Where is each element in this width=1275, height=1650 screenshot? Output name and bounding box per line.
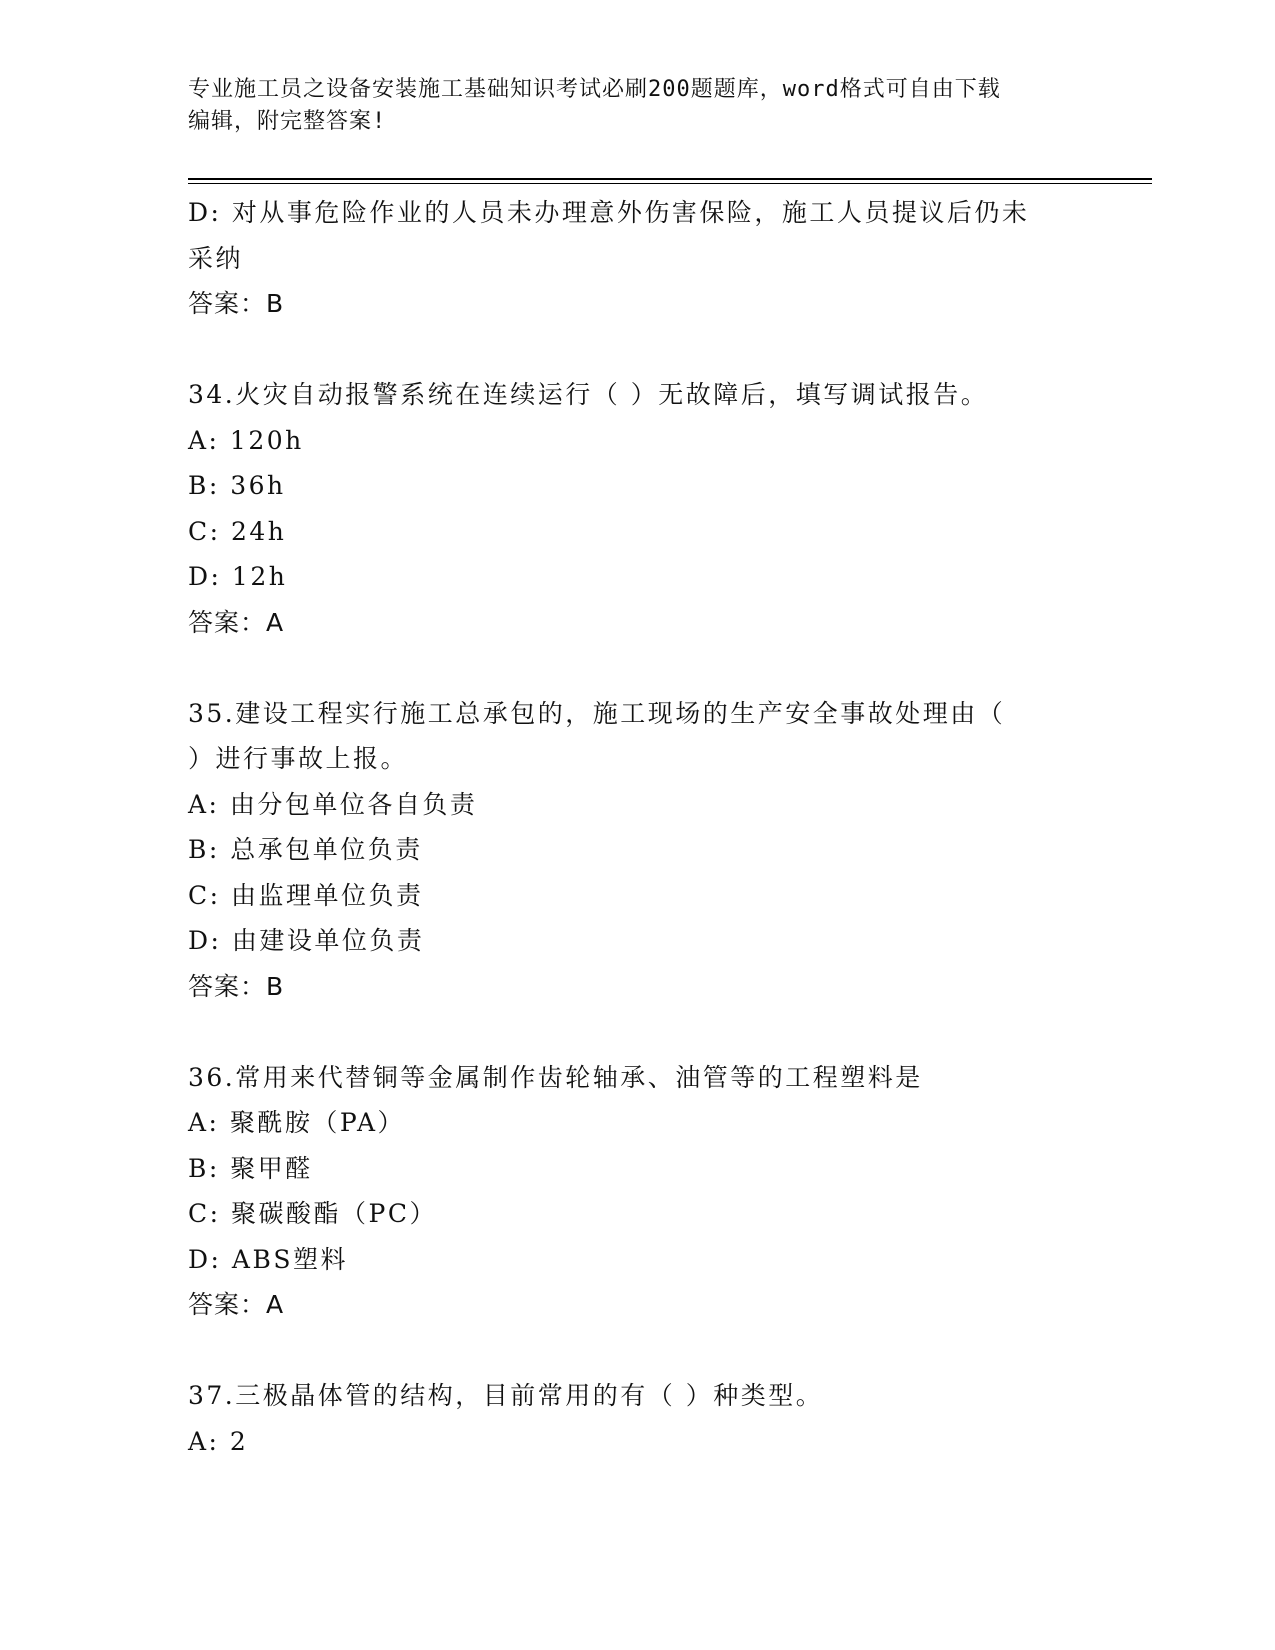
answer: 答案：A: [188, 607, 285, 637]
answer: 答案：A: [188, 1290, 285, 1319]
question-36: [188, 1055, 1088, 1328]
option-b: B: 总承包单位负责: [188, 835, 423, 864]
header-title-line-1: 专业施工员之设备安装施工基础知识考试必刷200题题库，word格式可自由下载: [188, 77, 1001, 102]
option-a: A: 2: [188, 1426, 249, 1456]
answer: 答案：B: [188, 289, 285, 318]
spacer: [188, 1328, 1088, 1374]
document-header: [188, 74, 1088, 138]
question-stem-continued: ）进行事故上报。: [188, 744, 409, 773]
option-b: B: 聚甲醛: [188, 1153, 313, 1183]
option-a: A: 聚酰胺（PA）: [188, 1108, 406, 1137]
question-35: [188, 691, 1088, 1010]
question-stem: 36.常用来代替铜等金属制作齿轮轴承、油管等的工程塑料是: [188, 1062, 923, 1092]
question-37: [188, 1373, 1088, 1464]
spacer: [188, 1009, 1088, 1055]
option-a: A: 120h: [188, 425, 304, 455]
option-c: C: 24h: [188, 516, 287, 546]
option-c: C: 聚碳酸酯（PC）: [188, 1199, 437, 1228]
question-list: [188, 190, 1088, 1464]
option-d-continued: 采纳: [188, 243, 244, 273]
header-divider-thick: [188, 178, 1152, 180]
question-34: [188, 372, 1088, 645]
answer: 答案：B: [188, 971, 285, 1001]
option-d: D: 12h: [188, 562, 288, 591]
spacer: [188, 645, 1088, 691]
option-c: C: 由监理单位负责: [188, 880, 424, 910]
option-b: B: 36h: [188, 471, 286, 500]
spacer: [188, 327, 1088, 373]
header-title-line-2: 编辑，附完整答案!: [188, 109, 387, 134]
question-stem: 37.三极晶体管的结构，目前常用的有（ ）种类型。: [188, 1381, 824, 1410]
header-divider-thin: [188, 183, 1152, 184]
option-a: A: 由分包单位各自负责: [188, 789, 478, 819]
option-d: D: ABS塑料: [188, 1244, 348, 1274]
question-stem: 35.建设工程实行施工总承包的，施工现场的生产安全事故处理由（: [188, 698, 1006, 728]
option-d: D: 对从事危险作业的人员未办理意外伤害保险，施工人员提议后仍未: [188, 198, 1030, 227]
question-stem: 34.火灾自动报警系统在连续运行（ ）无故障后，填写调试报告。: [188, 380, 989, 409]
question-33-tail: [188, 190, 1088, 327]
option-d: D: 由建设单位负责: [188, 926, 425, 955]
